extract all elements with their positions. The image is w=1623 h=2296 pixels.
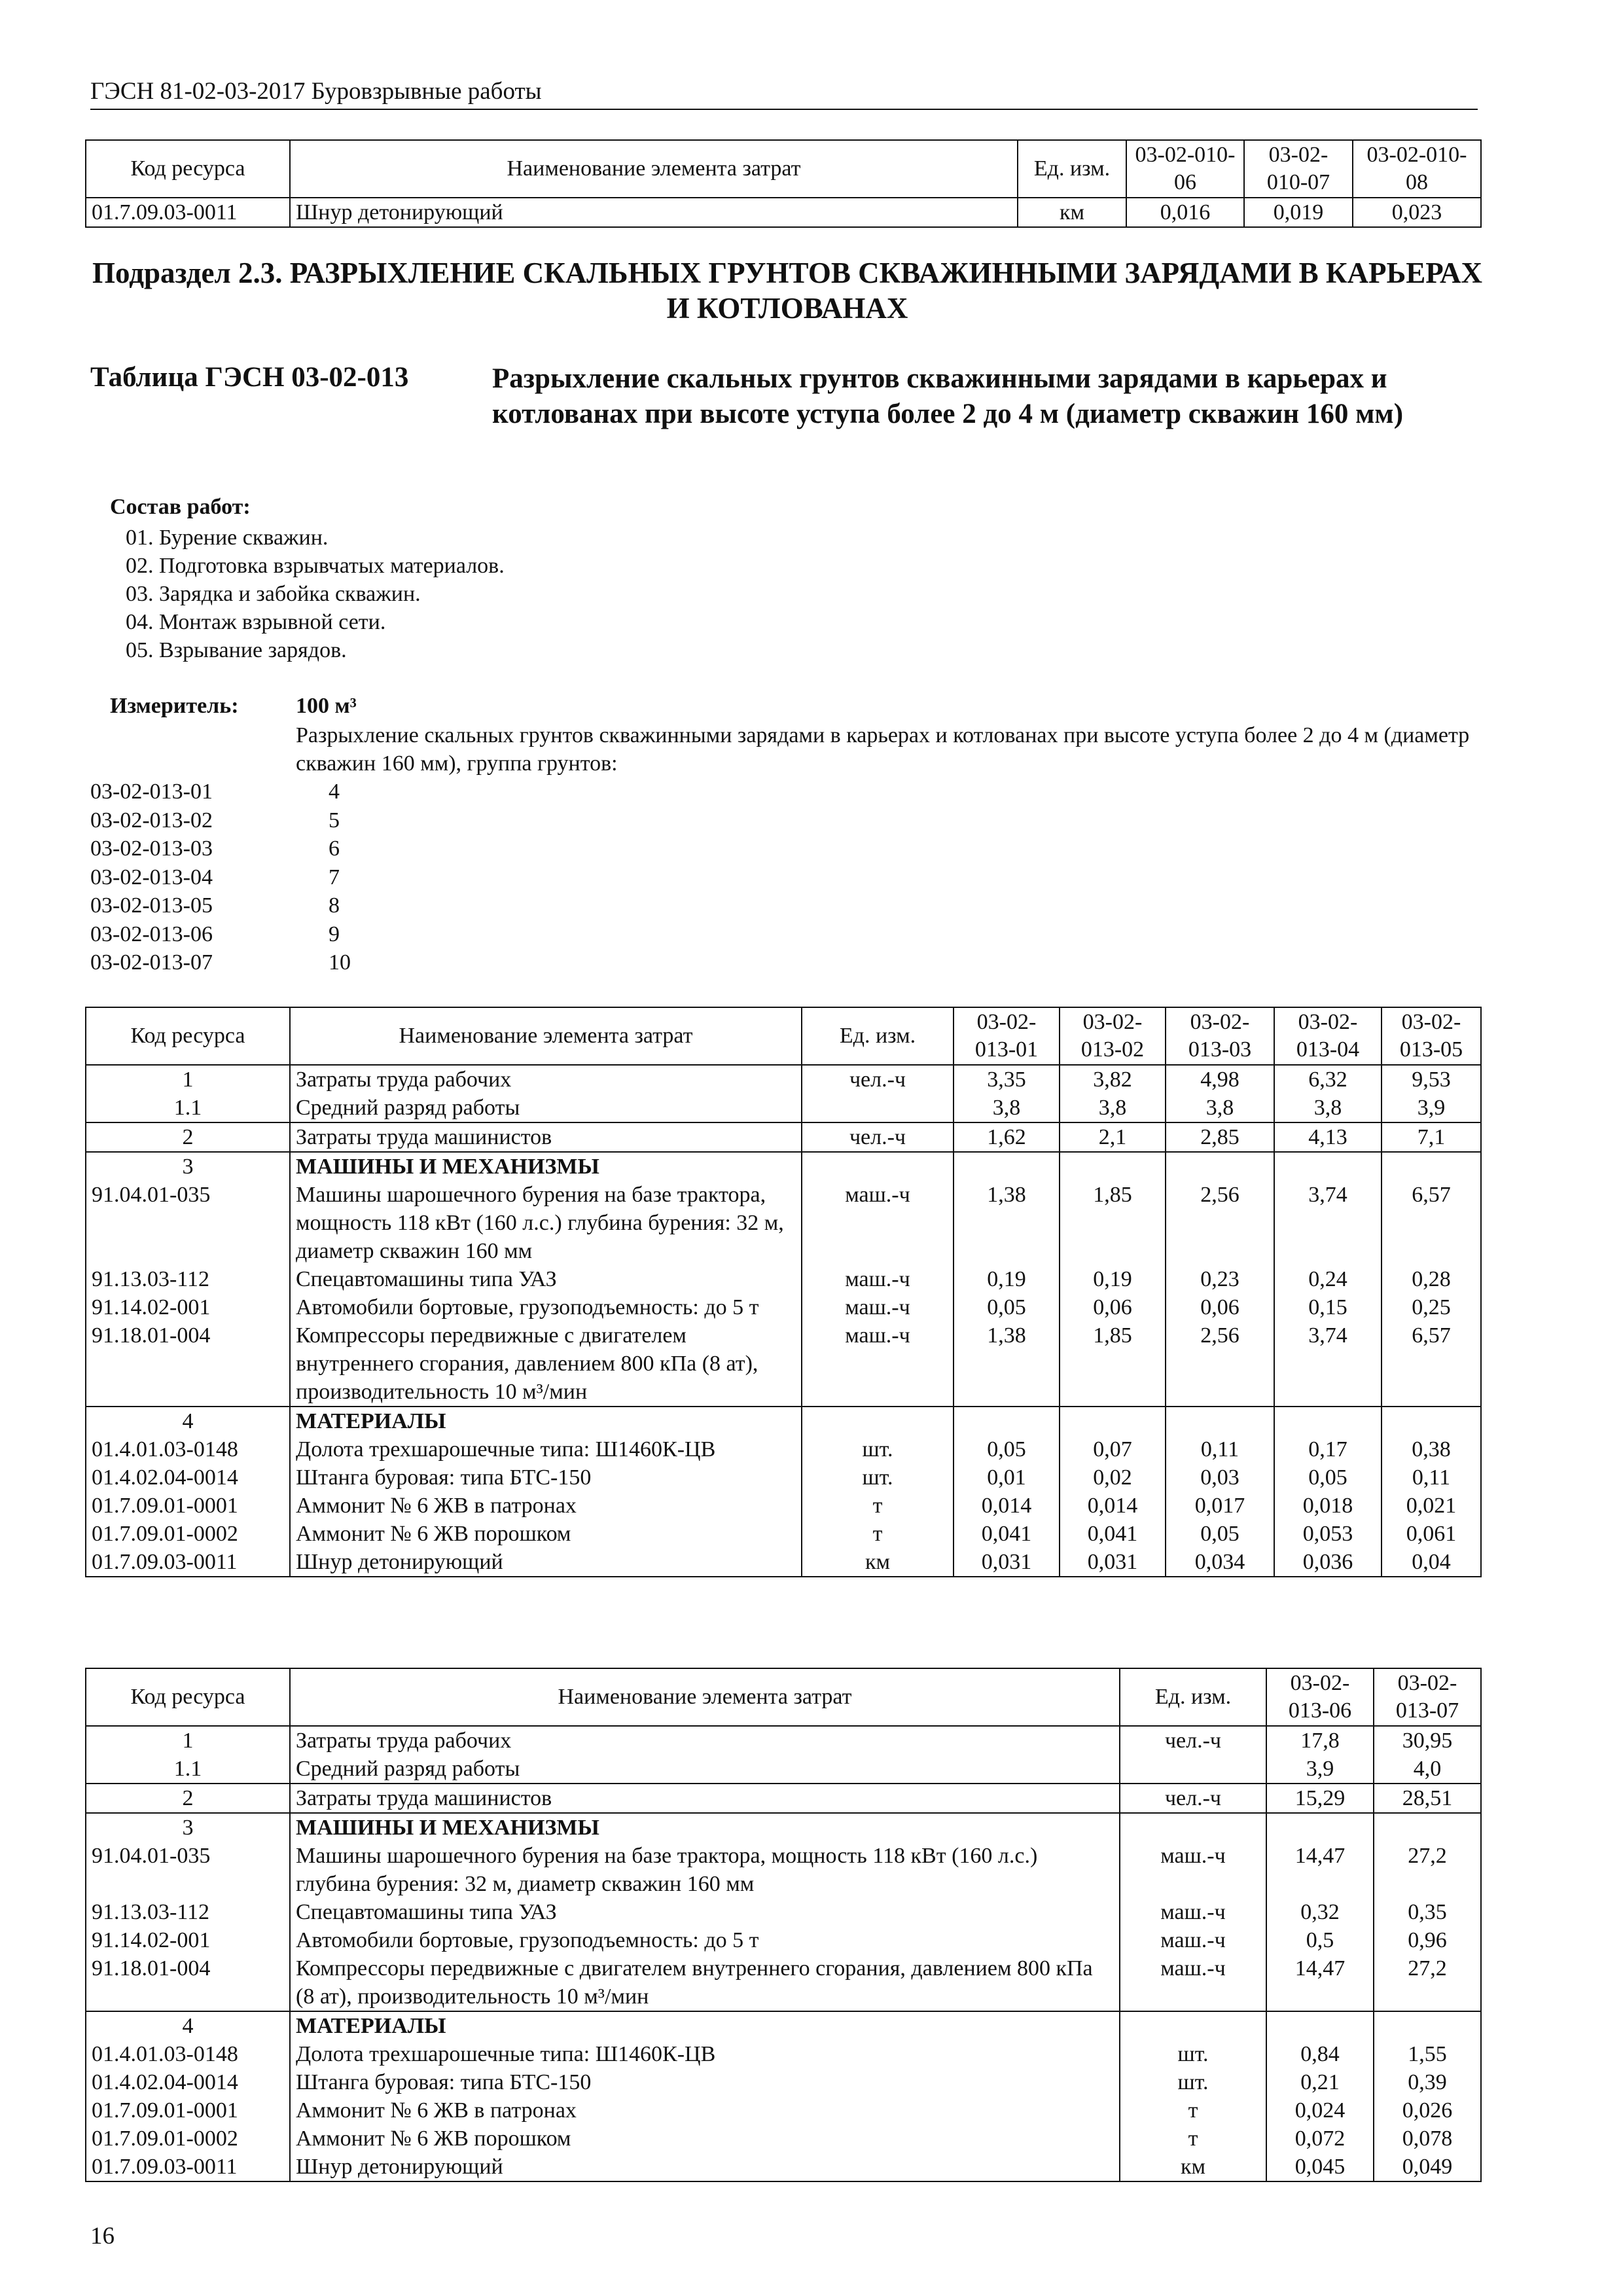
unit-cell: км (1018, 198, 1126, 227)
measure-description: Разрыхление скальных грунтов скважинными зарядами в карьерах и котлованах при высоте уступа более 2 до 4 м (диаметр скважин 160 мм), группа грунтов: (296, 723, 1470, 776)
cost-element-name: МАШИНЫ И МЕХАНИЗМЫ (290, 1152, 802, 1181)
column-header: 03-02-013-04 (1274, 1007, 1382, 1065)
unit-cell: чел.-ч (802, 1122, 954, 1152)
value-cell: 1,62 (954, 1122, 1060, 1152)
value-cell: 3,8 (1166, 1094, 1274, 1122)
resource-code: 01.4.01.03-0148 (86, 1435, 290, 1463)
resource-code: 1 (86, 1726, 290, 1755)
value-cell: 3,74 (1274, 1181, 1382, 1265)
table-row (86, 1492, 1481, 1520)
table-row (86, 1122, 1481, 1152)
table-row (86, 1407, 1481, 1435)
value-cell: 0,06 (1060, 1293, 1166, 1321)
value-cell: 0,19 (954, 1265, 1060, 1293)
table-row (86, 1181, 1481, 1265)
value-cell: 0,031 (954, 1548, 1060, 1577)
value-cell: 1,85 (1060, 1181, 1166, 1265)
cost-element-name: МАТЕРИАЛЫ (290, 1407, 802, 1435)
value-cell: 1,55 (1374, 2040, 1481, 2068)
work-composition-list (126, 524, 505, 664)
value-cell: 3,8 (1274, 1094, 1382, 1122)
value-cell: 0,05 (954, 1435, 1060, 1463)
cost-element-name: Аммонит № 6 ЖВ порошком (290, 1520, 802, 1548)
soil-group: 4 (329, 780, 340, 804)
soil-group-list (329, 778, 351, 977)
table-row (86, 1898, 1481, 1926)
unit-cell (1120, 1755, 1266, 1784)
value-cell: 0,5 (1266, 1926, 1374, 1954)
value-cell: 0,05 (1166, 1520, 1274, 1548)
column-header: Код ресурса (86, 1007, 290, 1065)
value-cell: 0,24 (1274, 1265, 1382, 1293)
work-step: 03. Зарядка и забойка скважин. (126, 582, 421, 606)
value-cell: 0,041 (1060, 1520, 1166, 1548)
column-header: Код ресурса (86, 140, 290, 198)
cost-element-name: Спецавтомашины типа УАЗ (290, 1898, 1120, 1926)
value-cell: 0,84 (1266, 2040, 1374, 2068)
cost-element-name: Аммонит № 6 ЖВ порошком (290, 2125, 1120, 2153)
value-cell (1382, 1152, 1481, 1181)
value-cell (1266, 1813, 1374, 1842)
resource-code: 3 (86, 1152, 290, 1181)
unit-cell (1120, 1813, 1266, 1842)
unit-cell: маш.-ч (802, 1265, 954, 1293)
resource-code: 91.13.03-112 (86, 1265, 290, 1293)
column-header: 03-02-013-05 (1382, 1007, 1481, 1065)
value-cell: 0,23 (1166, 1265, 1274, 1293)
table-row (86, 1293, 1481, 1321)
column-header: 03-02-013-07 (1374, 1668, 1481, 1726)
value-cell: 0,016 (1126, 198, 1244, 227)
column-header: Наименование элемента затрат (290, 1668, 1120, 1726)
value-cell: 2,56 (1166, 1321, 1274, 1407)
page-number: 16 (90, 2223, 115, 2250)
value-cell: 0,07 (1060, 1435, 1166, 1463)
value-cell: 0,049 (1374, 2153, 1481, 2181)
work-step: 02. Подготовка взрывчатых материалов. (126, 554, 505, 578)
value-cell: 0,28 (1382, 1265, 1481, 1293)
value-cell: 0,02 (1060, 1463, 1166, 1492)
value-cell: 2,1 (1060, 1122, 1166, 1152)
column-header: Ед. изм. (1120, 1668, 1266, 1726)
value-cell (1166, 1407, 1274, 1435)
table-title: Разрыхление скальных грунтов скважинными зарядами в карьерах и котлованах при высоте уступа более 2 до 4 м (диаметр скважин 160 мм) (492, 363, 1404, 429)
table-row (86, 1755, 1481, 1784)
table-row (86, 1094, 1481, 1122)
value-cell (1274, 1152, 1382, 1181)
value-cell: 0,023 (1353, 198, 1481, 227)
value-cell (1060, 1152, 1166, 1181)
subsection-title: Подраздел 2.3. РАЗРЫХЛЕНИЕ СКАЛЬНЫХ ГРУНТОВ СКВАЖИННЫМИ ЗАРЯДАМИ В КАРЬЕРАХ И КОТЛОВАНАХ (92, 257, 1482, 325)
value-cell: 3,74 (1274, 1321, 1382, 1407)
value-cell (1374, 1813, 1481, 1842)
value-cell: 0,026 (1374, 2096, 1481, 2125)
cost-element-name: Долота трехшарошечные типа: Ш1460К-ЦВ (290, 2040, 1120, 2068)
cost-element-name: Штанга буровая: типа БТС-150 (290, 1463, 802, 1492)
soil-group: 9 (329, 922, 340, 946)
column-header: 03-02-013-01 (954, 1007, 1060, 1065)
value-cell: 0,25 (1382, 1293, 1481, 1321)
cost-element-name: Затраты труда рабочих (290, 1065, 802, 1094)
value-cell (1266, 2011, 1374, 2040)
value-cell: 0,03 (1166, 1463, 1274, 1492)
cost-element-name: Шнур детонирующий (290, 198, 1018, 227)
value-cell: 1,38 (954, 1321, 1060, 1407)
column-header: 03-02-010-08 (1353, 140, 1481, 198)
table-row (86, 1520, 1481, 1548)
resource-code: 01.7.09.03-0011 (86, 1548, 290, 1577)
continued-resource-table (85, 139, 1482, 228)
resource-code: 01.4.02.04-0014 (86, 2068, 290, 2096)
value-cell (1374, 2011, 1481, 2040)
table-row (86, 1926, 1481, 1954)
value-cell: 9,53 (1382, 1065, 1481, 1094)
cost-element-name: Затраты труда рабочих (290, 1726, 1120, 1755)
table-row (86, 198, 1481, 227)
value-cell: 4,0 (1374, 1755, 1481, 1784)
table-row (86, 1726, 1481, 1755)
value-cell: 0,018 (1274, 1492, 1382, 1520)
value-cell: 3,35 (954, 1065, 1060, 1094)
unit-cell: маш.-ч (802, 1321, 954, 1407)
unit-cell: маш.-ч (1120, 1898, 1266, 1926)
value-cell: 0,053 (1274, 1520, 1382, 1548)
table-row (86, 1463, 1481, 1492)
resource-code: 91.18.01-004 (86, 1954, 290, 2011)
cost-element-name: Компрессоры передвижные с двигателем внутреннего сгорания, давлением 800 кПа (8 ат), производительность 10 м³/мин (290, 1321, 802, 1407)
item-code: 03-02-013-05 (90, 893, 213, 918)
value-cell: 6,32 (1274, 1065, 1382, 1094)
cost-element-name: Машины шарошечного бурения на базе трактора, мощность 118 кВт (160 л.с.) глубина бурения: 32 м, диаметр скважин 160 мм (290, 1842, 1120, 1898)
item-code: 03-02-013-01 (90, 780, 213, 804)
resource-code: 01.4.02.04-0014 (86, 1463, 290, 1492)
value-cell (1166, 1152, 1274, 1181)
unit-cell: км (1120, 2153, 1266, 2181)
cost-element-name: Автомобили бортовые, грузоподъемность: до 5 т (290, 1293, 802, 1321)
value-cell: 6,57 (1382, 1321, 1481, 1407)
table-row (86, 1813, 1481, 1842)
value-cell (1060, 1407, 1166, 1435)
value-cell: 4,13 (1274, 1122, 1382, 1152)
unit-cell (1120, 2011, 1266, 2040)
column-header: 03-02-013-03 (1166, 1007, 1274, 1065)
cost-element-name: МАТЕРИАЛЫ (290, 2011, 1120, 2040)
cost-element-name: Машины шарошечного бурения на базе трактора, мощность 118 кВт (160 л.с.) глубина бурения: 32 м, диаметр скважин 160 мм (290, 1181, 802, 1265)
value-cell: 1,38 (954, 1181, 1060, 1265)
cost-element-name: Затраты труда машинистов (290, 1122, 802, 1152)
unit-cell (802, 1407, 954, 1435)
item-code: 03-02-013-06 (90, 922, 213, 946)
value-cell: 0,078 (1374, 2125, 1481, 2153)
value-cell: 14,47 (1266, 1842, 1374, 1898)
item-code-list (90, 778, 213, 977)
resource-code: 91.13.03-112 (86, 1898, 290, 1926)
value-cell: 3,8 (1060, 1094, 1166, 1122)
table-row (86, 2125, 1481, 2153)
table-row (86, 1842, 1481, 1898)
value-cell: 0,014 (1060, 1492, 1166, 1520)
resource-table-06-07 (85, 1668, 1482, 2182)
value-cell: 0,39 (1374, 2068, 1481, 2096)
cost-element-name: Аммонит № 6 ЖВ в патронах (290, 1492, 802, 1520)
table-row (86, 1548, 1481, 1577)
unit-cell: т (802, 1492, 954, 1520)
value-cell: 0,01 (954, 1463, 1060, 1492)
table-row (86, 2011, 1481, 2040)
item-code: 03-02-013-04 (90, 865, 213, 889)
resource-code: 2 (86, 1122, 290, 1152)
value-cell: 0,19 (1060, 1265, 1166, 1293)
value-cell: 0,35 (1374, 1898, 1481, 1926)
soil-group: 5 (329, 808, 340, 833)
resource-code: 01.7.09.01-0002 (86, 2125, 290, 2153)
unit-cell: чел.-ч (802, 1065, 954, 1094)
value-cell: 27,2 (1374, 1954, 1481, 2011)
column-header: Код ресурса (86, 1668, 290, 1726)
value-cell: 0,041 (954, 1520, 1060, 1548)
measure-label: Измеритель: (110, 694, 239, 718)
column-header: Наименование элемента затрат (290, 140, 1018, 198)
resource-code: 91.14.02-001 (86, 1926, 290, 1954)
value-cell: 6,57 (1382, 1181, 1481, 1265)
value-cell (954, 1152, 1060, 1181)
value-cell: 0,15 (1274, 1293, 1382, 1321)
resource-code: 91.18.01-004 (86, 1321, 290, 1407)
table-row (86, 1065, 1481, 1094)
resource-code: 1.1 (86, 1755, 290, 1784)
value-cell: 0,05 (1274, 1463, 1382, 1492)
resource-code: 01.7.09.03-0011 (86, 198, 290, 227)
value-cell: 0,036 (1274, 1548, 1382, 1577)
unit-cell: маш.-ч (1120, 1954, 1266, 2011)
column-header: Ед. изм. (802, 1007, 954, 1065)
soil-group: 8 (329, 893, 340, 918)
cost-element-name: Штанга буровая: типа БТС-150 (290, 2068, 1120, 2096)
resource-code: 3 (86, 1813, 290, 1842)
cost-element-name: Затраты труда машинистов (290, 1784, 1120, 1813)
resource-code: 4 (86, 1407, 290, 1435)
value-cell: 14,47 (1266, 1954, 1374, 2011)
item-code: 03-02-013-03 (90, 836, 213, 861)
unit-cell: чел.-ч (1120, 1726, 1266, 1755)
resource-code: 01.7.09.01-0001 (86, 1492, 290, 1520)
column-header: Ед. изм. (1018, 140, 1126, 198)
column-header: 03-02-013-06 (1266, 1668, 1374, 1726)
value-cell: 3,9 (1382, 1094, 1481, 1122)
value-cell: 0,38 (1382, 1435, 1481, 1463)
table-row (86, 1954, 1481, 2011)
value-cell: 0,031 (1060, 1548, 1166, 1577)
table-row (86, 2153, 1481, 2181)
item-code: 03-02-013-02 (90, 808, 213, 833)
resource-code: 01.7.09.03-0011 (86, 2153, 290, 2181)
cost-element-name: Аммонит № 6 ЖВ в патронах (290, 2096, 1120, 2125)
work-step: 01. Бурение скважин. (126, 526, 329, 550)
value-cell: 27,2 (1374, 1842, 1481, 1898)
value-cell: 28,51 (1374, 1784, 1481, 1813)
cost-element-name: Шнур детонирующий (290, 2153, 1120, 2181)
value-cell: 0,17 (1274, 1435, 1382, 1463)
value-cell: 3,9 (1266, 1755, 1374, 1784)
unit-cell (802, 1152, 954, 1181)
soil-group: 7 (329, 865, 340, 889)
value-cell: 7,1 (1382, 1122, 1481, 1152)
cost-element-name: Средний разряд работы (290, 1094, 802, 1122)
table-row (86, 2096, 1481, 2125)
resource-code: 01.7.09.01-0001 (86, 2096, 290, 2125)
unit-cell: маш.-ч (802, 1181, 954, 1265)
value-cell: 3,82 (1060, 1065, 1166, 1094)
column-header: 03-02-010-06 (1126, 140, 1244, 198)
cost-element-name: Шнур детонирующий (290, 1548, 802, 1577)
soil-group: 6 (329, 836, 340, 861)
cost-element-name: Долота трехшарошечные типа: Ш1460К-ЦВ (290, 1435, 802, 1463)
unit-cell: т (1120, 2125, 1266, 2153)
unit-cell: шт. (1120, 2068, 1266, 2096)
column-header: Наименование элемента затрат (290, 1007, 802, 1065)
table-row (86, 1152, 1481, 1181)
value-cell: 0,11 (1382, 1463, 1481, 1492)
table-row (86, 2068, 1481, 2096)
cost-element-name: Средний разряд работы (290, 1755, 1120, 1784)
unit-cell: чел.-ч (1120, 1784, 1266, 1813)
measure-unit: 100 м³ (296, 694, 357, 718)
unit-cell: маш.-ч (802, 1293, 954, 1321)
table-row (86, 1265, 1481, 1293)
resource-code: 4 (86, 2011, 290, 2040)
value-cell: 0,019 (1244, 198, 1353, 227)
work-composition-heading: Состав работ: (110, 495, 251, 519)
work-step: 05. Взрывание зарядов. (126, 638, 347, 662)
unit-cell: шт. (1120, 2040, 1266, 2068)
unit-cell: т (802, 1520, 954, 1548)
table-row (86, 1784, 1481, 1813)
unit-cell: т (1120, 2096, 1266, 2125)
value-cell: 0,06 (1166, 1293, 1274, 1321)
cost-element-name: Автомобили бортовые, грузоподъемность: до 5 т (290, 1926, 1120, 1954)
value-cell: 0,05 (954, 1293, 1060, 1321)
header-divider (90, 109, 1478, 110)
resource-code: 1.1 (86, 1094, 290, 1122)
value-cell: 4,98 (1166, 1065, 1274, 1094)
value-cell: 0,034 (1166, 1548, 1274, 1577)
value-cell: 15,29 (1266, 1784, 1374, 1813)
value-cell: 0,32 (1266, 1898, 1374, 1926)
unit-cell: маш.-ч (1120, 1926, 1266, 1954)
unit-cell: маш.-ч (1120, 1842, 1266, 1898)
value-cell: 0,21 (1266, 2068, 1374, 2096)
table-row (86, 2040, 1481, 2068)
resource-code: 01.4.01.03-0148 (86, 2040, 290, 2068)
unit-cell: км (802, 1548, 954, 1577)
value-cell: 0,04 (1382, 1548, 1481, 1577)
resource-code: 1 (86, 1065, 290, 1094)
running-header: ГЭСН 81-02-03-2017 Буровзрывные работы (90, 78, 542, 105)
value-cell: 0,024 (1266, 2096, 1374, 2125)
value-cell: 0,11 (1166, 1435, 1274, 1463)
value-cell (954, 1407, 1060, 1435)
resource-code: 91.04.01-035 (86, 1842, 290, 1898)
item-code: 03-02-013-07 (90, 950, 213, 975)
column-header: 03-02-013-02 (1060, 1007, 1166, 1065)
value-cell (1274, 1407, 1382, 1435)
value-cell: 3,8 (954, 1094, 1060, 1122)
unit-cell (802, 1094, 954, 1122)
value-cell: 2,85 (1166, 1122, 1274, 1152)
resource-code: 91.04.01-035 (86, 1181, 290, 1265)
value-cell: 30,95 (1374, 1726, 1481, 1755)
value-cell: 0,045 (1266, 2153, 1374, 2181)
value-cell: 0,017 (1166, 1492, 1274, 1520)
resource-code: 2 (86, 1784, 290, 1813)
value-cell: 0,072 (1266, 2125, 1374, 2153)
soil-group: 10 (329, 950, 351, 975)
table-row (86, 1321, 1481, 1407)
value-cell (1382, 1407, 1481, 1435)
value-cell: 1,85 (1060, 1321, 1166, 1407)
work-step: 04. Монтаж взрывной сети. (126, 610, 386, 634)
value-cell: 2,56 (1166, 1181, 1274, 1265)
table-code: Таблица ГЭСН 03-02-013 (90, 362, 409, 393)
value-cell: 17,8 (1266, 1726, 1374, 1755)
value-cell: 0,061 (1382, 1520, 1481, 1548)
table-row (86, 1435, 1481, 1463)
value-cell: 0,014 (954, 1492, 1060, 1520)
value-cell: 0,96 (1374, 1926, 1481, 1954)
resource-code: 01.7.09.01-0002 (86, 1520, 290, 1548)
cost-element-name: Спецавтомашины типа УАЗ (290, 1265, 802, 1293)
value-cell: 0,021 (1382, 1492, 1481, 1520)
cost-element-name: Компрессоры передвижные с двигателем внутреннего сгорания, давлением 800 кПа (8 ат), производительность 10 м³/мин (290, 1954, 1120, 2011)
unit-cell: шт. (802, 1463, 954, 1492)
cost-element-name: МАШИНЫ И МЕХАНИЗМЫ (290, 1813, 1120, 1842)
unit-cell: шт. (802, 1435, 954, 1463)
column-header: 03-02-010-07 (1244, 140, 1353, 198)
resource-table-01-05 (85, 1007, 1482, 1577)
resource-code: 91.14.02-001 (86, 1293, 290, 1321)
